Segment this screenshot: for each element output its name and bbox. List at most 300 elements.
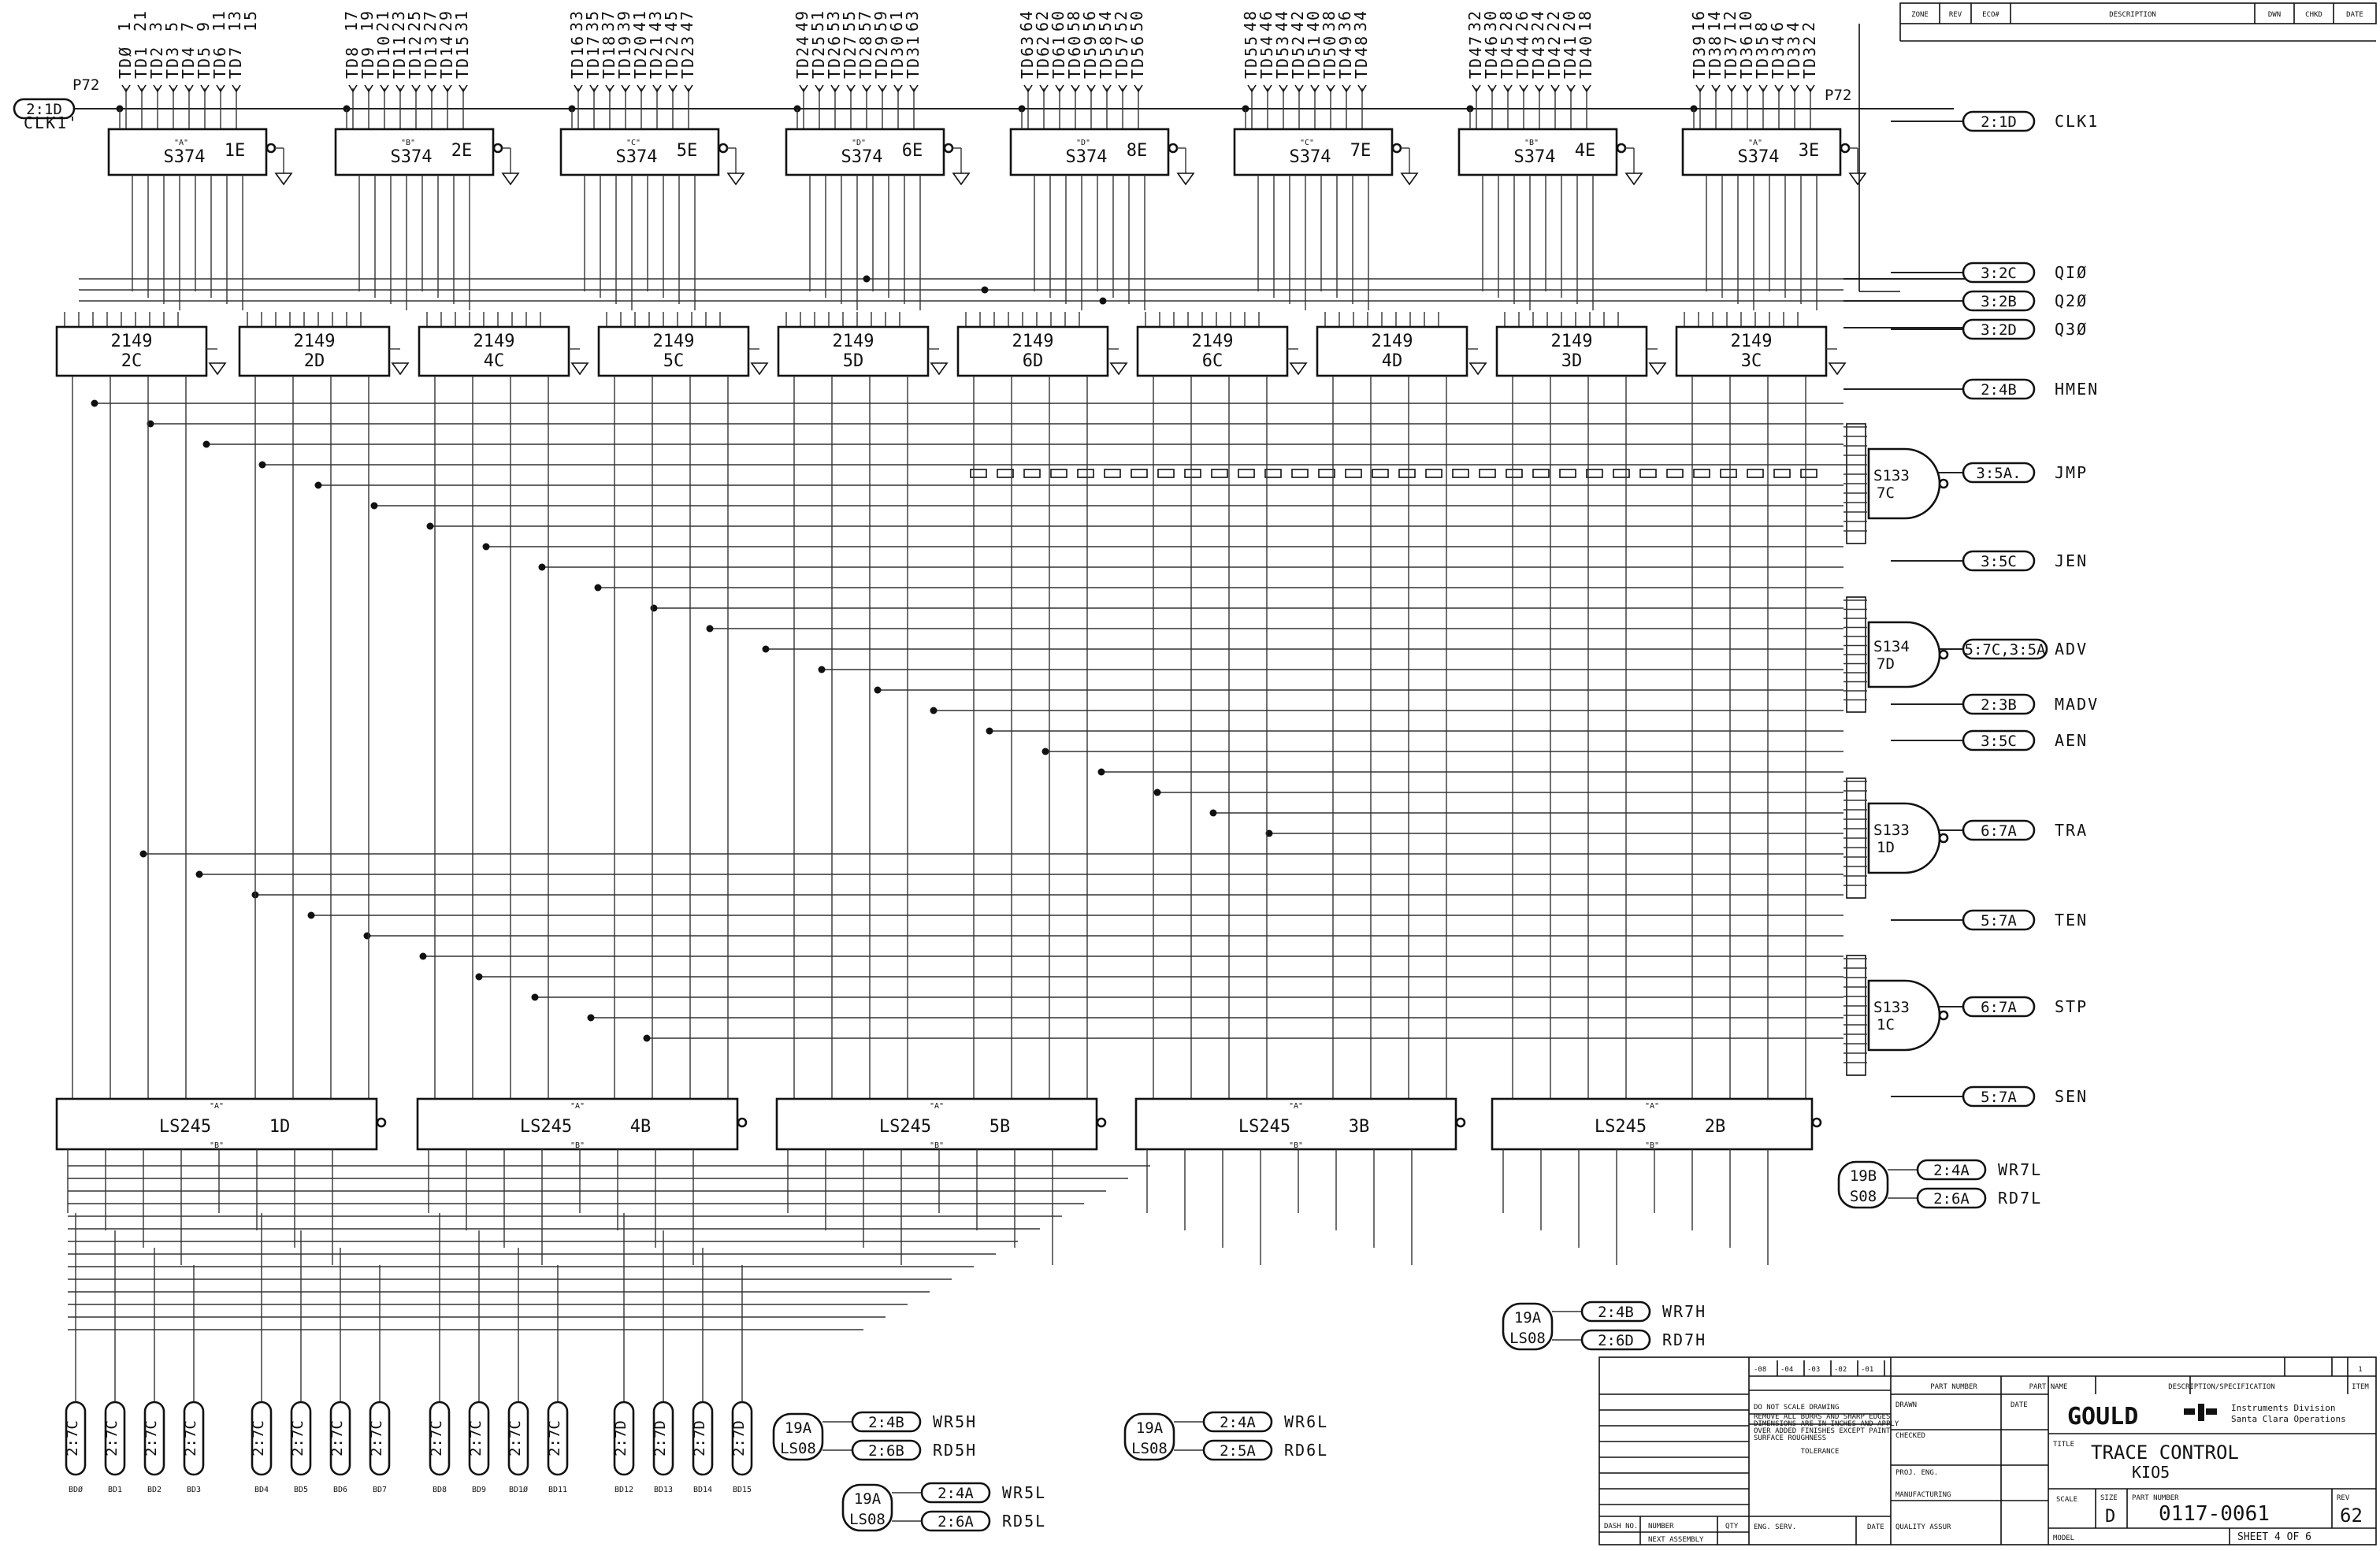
tb-rev-value: 62 <box>2340 1505 2363 1527</box>
latch-pin-number: 20 <box>1560 9 1579 32</box>
latch-pin-number: 45 <box>662 9 681 32</box>
ram-ref: 4C <box>483 351 505 371</box>
connector-ref: 3:2B <box>1981 293 2017 310</box>
rev-header-rev: REV <box>1948 11 1962 19</box>
jumper-mark <box>1533 469 1549 477</box>
connector-ref: 2:6A <box>938 1513 974 1531</box>
latch-pin-number: 4 <box>1784 20 1803 32</box>
tb-scale-label: SCALE <box>2056 1496 2078 1504</box>
gate-ref: 7D <box>1877 655 1895 673</box>
bd-label: BD8 <box>432 1486 447 1494</box>
right-connector-13 <box>1963 1087 2034 1106</box>
jumper-mark <box>997 469 1013 477</box>
company-division: Instruments Division <box>2231 1403 2336 1413</box>
jumper-mark <box>1640 469 1656 477</box>
latch-ref: 8E <box>1126 141 1148 161</box>
decoder-19a-3 <box>843 1483 1046 1531</box>
connector-ref: 2:4A <box>1220 1414 1256 1431</box>
latch-type: S374 <box>1289 147 1331 167</box>
rev-header-eco: ECO# <box>1982 11 1999 19</box>
ram-5c <box>599 312 767 1099</box>
junction-dot <box>819 666 826 673</box>
latch-input-label: TD47 <box>1466 34 1485 79</box>
signal-label-adv: ADV <box>2055 640 2089 659</box>
bd-connector-6 <box>329 1248 350 1494</box>
latch-input-label: TD8 <box>343 45 362 79</box>
bd-label: BD7 <box>372 1486 388 1494</box>
latch-pin-number: 61 <box>887 9 906 32</box>
bd-connector-ref: 2:7C <box>368 1420 385 1456</box>
transceiver-type: LS245 <box>519 1117 573 1137</box>
decoder-ref: 19A <box>784 1419 812 1437</box>
latch-ref: 7E <box>1350 141 1372 161</box>
jumper-mark <box>1560 469 1576 477</box>
decoder-ref: 19B <box>1849 1167 1877 1185</box>
right-connector-12 <box>1963 997 2034 1016</box>
connector-ref: 2:6B <box>868 1442 904 1460</box>
latch-input-label: TD30 <box>888 34 907 79</box>
junction-dot <box>874 687 882 694</box>
bd-connector-9 <box>467 1230 488 1494</box>
latch-input-label: TD21 <box>647 34 666 79</box>
latch-input-label: TD28 <box>856 34 875 79</box>
ram-type: 2149 <box>652 332 695 351</box>
latch-pin-number: 55 <box>840 9 859 32</box>
jumper-mark <box>1774 469 1790 477</box>
jumper-mark <box>1078 469 1093 477</box>
latch-input-label: TD40 <box>1576 34 1595 79</box>
latch-ref: 1E <box>224 141 246 161</box>
latch-input-label: TD55 <box>1242 34 1261 79</box>
right-connector-2 <box>1963 291 2034 310</box>
connector-ref: 2:1D <box>26 101 62 118</box>
ram-2d <box>239 312 408 1099</box>
connector-ref: 2:5A <box>1220 1442 1256 1460</box>
latch-pin-number: 21 <box>373 9 392 32</box>
latch-input-label: TD61 <box>1049 34 1068 79</box>
latch-input-label: TD11 <box>390 34 409 79</box>
latch-pin-number: 18 <box>1576 9 1595 32</box>
oe-bubble <box>267 144 275 152</box>
latch-input-label: TD20 <box>631 34 650 79</box>
gate-ref: 7C <box>1877 484 1895 502</box>
right-connector-0 <box>1963 112 2034 131</box>
ground-symbol <box>728 173 744 184</box>
bd-connector-ref: 2:7D <box>652 1420 669 1456</box>
latch-input-label: TD49 <box>1336 34 1355 79</box>
latch-type: S374 <box>1065 147 1108 167</box>
latch-pin-number: 59 <box>871 9 890 32</box>
latch-pin-number: 57 <box>856 9 874 32</box>
ram-3d <box>1497 312 1665 1099</box>
ground-symbol <box>1178 173 1194 184</box>
latch-pin-number: 63 <box>903 9 922 32</box>
gate-ref: 1C <box>1877 1016 1895 1033</box>
decoder-type: LS08 <box>1509 1330 1546 1347</box>
jumper-mark <box>1292 469 1308 477</box>
junction-dot <box>986 728 993 735</box>
ram-type: 2149 <box>1012 332 1054 351</box>
latch-pin-number: 46 <box>1257 9 1275 32</box>
jumper-mark <box>1453 469 1468 477</box>
decoder-type: S08 <box>1849 1188 1877 1205</box>
latch-pin-number: 23 <box>389 9 408 32</box>
right-connector-7 <box>1963 640 2047 659</box>
latch-pin-number: 11 <box>210 9 228 32</box>
junction-dot <box>91 400 98 407</box>
tb-date-label-2: DATE <box>1867 1523 1884 1531</box>
signal-label-sen: SEN <box>2055 1087 2089 1106</box>
junction-dot <box>644 1035 651 1042</box>
latch-input-label: TD18 <box>600 34 618 79</box>
jumper-mark <box>1212 469 1227 477</box>
bd-connector-ref: 2:7C <box>329 1420 346 1456</box>
ram-ref: 5D <box>842 351 864 371</box>
latch-pin-number: 17 <box>342 9 361 32</box>
ground-symbol <box>752 363 767 374</box>
connector-ref: 6:7A <box>1981 822 2017 840</box>
signal-label-q2: Q2Ø <box>2055 291 2089 310</box>
latch-pin-number: 48 <box>1241 9 1260 32</box>
latch-pin-number: 37 <box>599 9 618 32</box>
decoder-connector <box>1204 1412 1272 1431</box>
tb-note-4: SURFACE ROUGHNESS <box>1754 1434 1827 1442</box>
ram-type: 2149 <box>1371 332 1413 351</box>
gate-type: S133 <box>1873 822 1910 839</box>
latch-input-label: TD50 <box>1320 34 1339 79</box>
tb-size-label: SIZE <box>2100 1494 2118 1502</box>
transceiver-side-b: "B" <box>1288 1141 1304 1150</box>
latch-pin-number: 26 <box>1513 9 1532 32</box>
transceiver-ref: 3B <box>1348 1117 1370 1137</box>
tb-next-assembly-label: NEXT ASSEMBLY <box>1648 1536 1704 1544</box>
latch-pin-number: 56 <box>1080 9 1099 32</box>
latch-pin-number: 38 <box>1320 9 1339 32</box>
gate-s133-1c <box>1843 955 1947 1075</box>
junction-dot <box>427 523 434 530</box>
jumper-mark <box>1131 469 1147 477</box>
decoder-19a-4 <box>1125 1412 1328 1460</box>
transceiver-4b <box>418 1099 746 1265</box>
bd-label: BD1Ø <box>508 1486 529 1494</box>
connector-ref: 2:6D <box>1598 1332 1634 1349</box>
connector-ref: 3:5A. <box>1976 465 2022 482</box>
signal-label-rd6l: RD6L <box>1284 1441 1329 1460</box>
jumper-mark <box>1613 469 1629 477</box>
latch-input-label: TD39 <box>1690 34 1709 79</box>
signal-label-rd7l: RD7L <box>1998 1189 2043 1208</box>
junction-dot <box>203 441 210 448</box>
connector-ref: 2:4B <box>868 1414 904 1431</box>
latch-pin-number: 39 <box>614 9 633 32</box>
signal-label-wr7h: WR7H <box>1662 1302 1707 1321</box>
jumper-mark <box>1051 469 1067 477</box>
connector-ref: 5:7A <box>1981 912 2017 929</box>
latch-input-label: TD42 <box>1545 34 1564 79</box>
transceiver-type: LS245 <box>158 1117 212 1137</box>
latch-pin-number: 6 <box>1768 20 1787 32</box>
tb-note-1: REMOVE ALL BURRS AND SHARP EDGES <box>1754 1413 1891 1421</box>
jumper-mark <box>1801 469 1817 477</box>
latch-7e <box>1235 9 1417 310</box>
bd-connector-ref: 2:7C <box>546 1420 563 1456</box>
ground-symbol <box>210 363 225 374</box>
bd-connector-ref: 2:7C <box>467 1420 485 1456</box>
latch-input-label: TD56 <box>1128 34 1147 79</box>
latch-input-label: TD38 <box>1706 34 1725 79</box>
jumper-mark <box>1426 469 1442 477</box>
bd-connector-0 <box>64 1213 85 1494</box>
junction-dot <box>364 933 371 940</box>
decoder-connector <box>1582 1330 1650 1349</box>
signal-label-madv: MADV <box>2055 695 2100 714</box>
drawing-title: TRACE CONTROL <box>2091 1442 2239 1464</box>
latch-input-label: TD35 <box>1753 34 1772 79</box>
ram-ref: 5C <box>663 351 685 371</box>
right-connector-10 <box>1963 821 2034 840</box>
latch-6e <box>786 9 969 310</box>
tb-part-name-label: PART NAME <box>2029 1383 2068 1391</box>
jumper-mark <box>1667 469 1683 477</box>
bd-label: BD5 <box>293 1486 309 1494</box>
bd-connector-ref: 2:7D <box>691 1420 708 1456</box>
bd-connector-ref: 2:7C <box>428 1420 445 1456</box>
bd-label: BD11 <box>548 1486 568 1494</box>
latch-pin-number: 35 <box>583 9 602 32</box>
latch-input-label: TD43 <box>1529 34 1548 79</box>
latch-input-label: TD37 <box>1721 34 1740 79</box>
decoder-connector <box>1582 1302 1650 1321</box>
latch-pin-number: 15 <box>241 9 260 32</box>
bd-connector-4 <box>250 1213 271 1494</box>
tb-tolerance: TOLERANCE <box>1800 1448 1840 1456</box>
latch-input-label: TD24 <box>793 34 812 79</box>
bd-label: BD2 <box>147 1486 162 1494</box>
bd-connector-ref: 2:7C <box>289 1420 306 1456</box>
signal-label-ten: TEN <box>2055 911 2089 929</box>
signal-label-aen: AEN <box>2055 731 2089 750</box>
gate-ref: 1D <box>1877 839 1895 856</box>
latch-input-label: TD1 <box>132 45 150 79</box>
latch-ref: 2E <box>451 141 473 161</box>
transceiver-side-b: "B" <box>929 1141 945 1150</box>
tb-model-label: MODEL <box>2053 1534 2075 1542</box>
decoder-type: LS08 <box>1131 1440 1168 1457</box>
ground-symbol <box>503 173 518 184</box>
latch-input-label: TD2 <box>147 45 166 79</box>
dash-number-3: -02 <box>1834 1366 1847 1374</box>
decoder-19b-0 <box>1839 1160 2042 1208</box>
junction-dot <box>315 482 322 489</box>
latch-pin-number: 14 <box>1705 9 1724 32</box>
bd-label: BD4 <box>254 1486 269 1494</box>
latch-pin-number: 44 <box>1272 9 1291 32</box>
connector-ref: 3:2C <box>1981 265 2017 282</box>
transceiver-side-a: "A" <box>1288 1102 1304 1111</box>
transceiver-side-a: "A" <box>1644 1102 1660 1111</box>
transceiver-ref: 2B <box>1704 1117 1726 1137</box>
latch-pin-number: 32 <box>1465 9 1484 32</box>
latch-4e <box>1459 9 1642 310</box>
latch-pin-number: 49 <box>793 9 811 32</box>
latch-input-label: TD62 <box>1034 34 1053 79</box>
connector-ref: 3:2D <box>1981 321 2017 339</box>
junction-dot <box>308 912 315 919</box>
latch-pin-number: 41 <box>630 9 649 32</box>
dash-numbers <box>1754 1360 1884 1376</box>
ram-type: 2149 <box>832 332 874 351</box>
latch-input-label: TD15 <box>453 34 472 79</box>
ram-3c <box>1676 312 1845 1099</box>
latch-pin-number: 8 <box>1752 20 1771 32</box>
latch-input-label: TD32 <box>1800 34 1819 79</box>
tb-part-number: 0117-0061 <box>2159 1502 2270 1526</box>
latch-ref: 5E <box>676 141 698 161</box>
components <box>14 9 2047 1531</box>
ground-symbol <box>1470 363 1486 374</box>
tb-quality-label: QUALITY ASSUR <box>1895 1523 1951 1531</box>
company-logo-text: GOULD <box>2067 1403 2139 1430</box>
bd-connector-14 <box>691 1248 712 1494</box>
drawing-subtitle: KIO5 <box>2132 1463 2170 1482</box>
ground-symbol <box>572 363 588 374</box>
signal-label-rd7h: RD7H <box>1662 1330 1707 1349</box>
transceiver-type: LS245 <box>878 1117 932 1137</box>
latch-input-label: TD12 <box>406 34 425 79</box>
ram-ref: 3C <box>1740 351 1762 371</box>
junction-dot <box>259 462 266 469</box>
oe-bubble <box>1617 144 1625 152</box>
junction-dot <box>1154 789 1161 796</box>
bd-connector-2 <box>143 1248 164 1494</box>
transceiver-side-b: "B" <box>1644 1141 1660 1150</box>
jumper-mark <box>1238 469 1254 477</box>
ram-6c <box>1138 312 1306 1099</box>
connector-ref: 2:1D <box>1981 113 2017 131</box>
latch-pin-number: 2 <box>1799 20 1818 32</box>
ram-ref: 4D <box>1381 351 1403 371</box>
junction-dot <box>371 503 378 510</box>
latch-8e <box>1011 9 1194 310</box>
latch-pin-number: 3 <box>147 20 165 32</box>
transceiver-type: LS245 <box>1594 1117 1647 1137</box>
transceiver-ref: 1D <box>269 1117 291 1137</box>
gate-type: S133 <box>1873 467 1910 484</box>
decoder-19a-2 <box>774 1412 977 1460</box>
junction-dot <box>539 564 546 571</box>
dash-number-1: -04 <box>1780 1366 1794 1374</box>
latch-pin-number: 28 <box>1497 9 1516 32</box>
ram-type: 2149 <box>473 332 515 351</box>
bd-label: BDØ <box>68 1486 84 1494</box>
connector-ref: 2:4B <box>1981 381 2017 399</box>
latch-type: S374 <box>1737 147 1780 167</box>
right-connector-8 <box>1963 695 2034 714</box>
tb-drawn-label: DRAWN <box>1895 1401 1918 1409</box>
tb-manufacturing-label: MANUFACTURING <box>1895 1491 1951 1499</box>
latch-input-label: TD41 <box>1561 34 1580 79</box>
inversion-bubble <box>1940 834 1947 842</box>
ground-symbol <box>1402 173 1417 184</box>
latch-pin-number: 51 <box>808 9 827 32</box>
right-connector-3 <box>1963 320 2034 339</box>
bd-connector-15 <box>730 1265 752 1494</box>
inversion-bubble <box>1940 651 1947 659</box>
jumper-mark <box>1346 469 1361 477</box>
tb-part-label: PART NUMBER <box>2132 1494 2179 1502</box>
decoder-ref: 19A <box>853 1490 882 1508</box>
ram-4d <box>1317 312 1486 1099</box>
oe-bubble <box>1457 1119 1465 1126</box>
junction-dot <box>707 625 714 633</box>
oe-bubble <box>719 144 727 152</box>
ram-ref: 3D <box>1561 351 1583 371</box>
latch-pin-number: 40 <box>1304 9 1323 32</box>
latch-pin-number: 1 <box>115 20 134 32</box>
latch-pin-number: 21 <box>131 9 150 32</box>
tb-note-2: DIMENSIONS ARE IN INCHES AND APPLY <box>1754 1420 1899 1428</box>
latch-pin-number: 24 <box>1528 9 1547 32</box>
gate-s134-7d <box>1843 597 1947 712</box>
latch-pin-number: 19 <box>358 9 377 32</box>
signal-label-qi: QIØ <box>2055 263 2089 282</box>
bd-label: BD13 <box>653 1486 674 1494</box>
latch-pin-number: 62 <box>1033 9 1052 32</box>
latch-input-label: TD48 <box>1352 34 1371 79</box>
latch-input-label: TD13 <box>421 34 440 79</box>
bd-connector-ref: 2:7C <box>250 1420 267 1456</box>
rev-header-chkd: CHKD <box>2305 11 2322 19</box>
latch-pin-number: 7 <box>178 20 197 32</box>
jumper-mark <box>971 469 986 477</box>
rev-header-dwn: DWN <box>2267 11 2282 19</box>
junction-dot <box>863 276 871 283</box>
latch-pin-number: 54 <box>1096 9 1115 32</box>
jumper-mark <box>1105 469 1120 477</box>
junction-dot <box>532 994 539 1001</box>
jumper-mark <box>1747 469 1763 477</box>
latch-pin-number: 47 <box>678 9 696 32</box>
tb-note-0: DO NOT SCALE DRAWING <box>1754 1404 1840 1412</box>
bd-label: BD3 <box>186 1486 202 1494</box>
connector-ref: 2:4B <box>1598 1304 1634 1321</box>
ground-symbol <box>953 173 969 184</box>
junction-dot <box>420 953 427 960</box>
decoder-connector <box>852 1412 920 1431</box>
latch-pin-number: 58 <box>1064 9 1083 32</box>
latch-type: S374 <box>163 147 206 167</box>
bd-label: BD15 <box>732 1486 752 1494</box>
tb-part-number-label: PART NUMBER <box>1930 1383 1977 1391</box>
signal-label-wr6l: WR6L <box>1284 1412 1329 1431</box>
ram-4c <box>419 312 588 1099</box>
junction-dot <box>1042 748 1049 755</box>
junction-dot <box>1210 810 1217 817</box>
oe-bubble <box>1097 1119 1105 1126</box>
transceiver-1d <box>57 1099 385 1265</box>
latch-pin-number: 43 <box>646 9 665 32</box>
gate-s133-7c <box>1843 424 1947 544</box>
latch-type: S374 <box>390 147 433 167</box>
right-connector-6 <box>1963 551 2034 570</box>
connector-ref: 3:5C <box>1981 553 2017 570</box>
tb-size-value: D <box>2105 1507 2116 1527</box>
jumper-mark <box>1185 469 1201 477</box>
ram-ref: 2C <box>121 351 143 371</box>
bd-connector-1 <box>103 1230 124 1494</box>
tb-checked-label: CHECKED <box>1895 1432 1925 1440</box>
connector-ref: 3:5C <box>1981 733 2017 750</box>
